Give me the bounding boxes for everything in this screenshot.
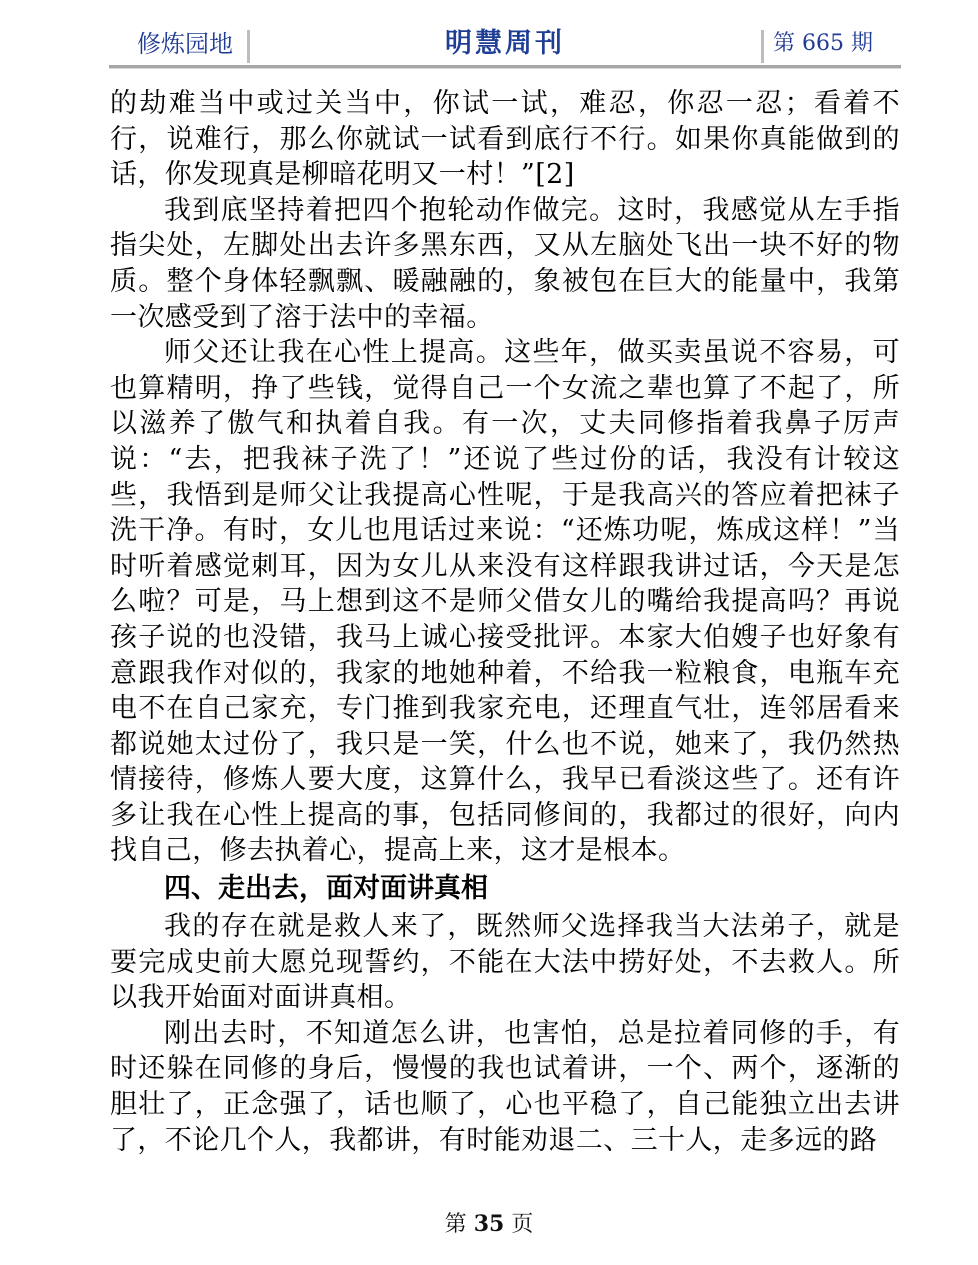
- paragraph-continued: 的劫难当中或过关当中，你试一试，难忍，你忍一忍；看着不行，说难行，那么你就试一试看到底行不行。如果你真能做到的话，你发现真是柳暗花明又一村！”[2]: [110, 88, 900, 191]
- page-footer: [0, 1209, 978, 1240]
- issue-number: 第 665 期: [773, 31, 873, 56]
- section-title: 修炼园地: [137, 30, 233, 58]
- header-divider-right: [761, 30, 764, 63]
- page-header: [109, 24, 901, 68]
- page-label-suffix: 页: [511, 1212, 534, 1237]
- page-label-prefix: 第: [444, 1212, 467, 1237]
- paragraph: 刚出去时，不知道怎么讲，也害怕，总是拉着同修的手，有时还躲在同修的身后，慢慢的我也试着讲，一个、两个，逐渐的胆壮了，正念强了，话也顺了，心也平稳了，自己能独立出去讲了，不论几个人，我都讲，有时能劝退二、三十人，走多远的路: [110, 1017, 900, 1156]
- publication-title: 明慧周刊: [445, 28, 565, 59]
- paragraph: 我的存在就是救人来了，既然师父选择我当大法弟子，就是要完成史前大愿兑现誓约，不能在大法中捞好处，不去救人。所以我开始面对面讲真相。: [110, 911, 900, 1014]
- page-number: 35: [473, 1211, 505, 1237]
- article-body: [110, 86, 900, 1158]
- header-rule: [109, 65, 901, 69]
- section-heading: 四、走出去，面对面讲真相: [164, 873, 488, 905]
- paragraph: 我到底坚持着把四个抱轮动作做完。这时，我感觉从左手指指尖处，左脚处出去许多黑东西，又从左脑处飞出一块不好的物质。整个身体轻飘飘、暖融融的，象被包在巨大的能量中，我第一次感受到了溶于法中的幸福。: [110, 194, 900, 333]
- paragraph: 师父还让我在心性上提高。这些年，做买卖虽说不容易，可也算精明，挣了些钱，觉得自己一个女流之辈也算了不起了，所以滋养了傲气和执着自我。有一次，丈夫同修指着我鼻子厉声说：“去，把我袜子洗了！”还说了些过份的话，我没有计较这些，我悟到是师父让我提高心性呢，于是我高兴的答应着把袜子洗干净。有时，女儿也甩话过来说：“还炼功呢，炼成这样！”当时听着感觉刺耳，因为女儿从来没有这样跟我讲过话，今天是怎么啦？可是，马上想到这不是师父借女儿的嘴给我提高吗？再说孩子说的也没错，我马上诚心接受批评。本家大伯嫂子也好象有意跟我作对似的，我家的地她种着，不给我一粒粮食，电瓶车充电不在自己家充，专门推到我家充电，还理直气壮，连邻居看来都说她太过份了，我只是一笑，什么也不说，她来了，我仍然热情接待，修炼人要大度，这算什么，我早已看淡这些了。还有许多让我在心性上提高的事，包括同修间的，我都过的很好，向内找自己，修去执着心，提高上来，这才是根本。: [110, 337, 900, 867]
